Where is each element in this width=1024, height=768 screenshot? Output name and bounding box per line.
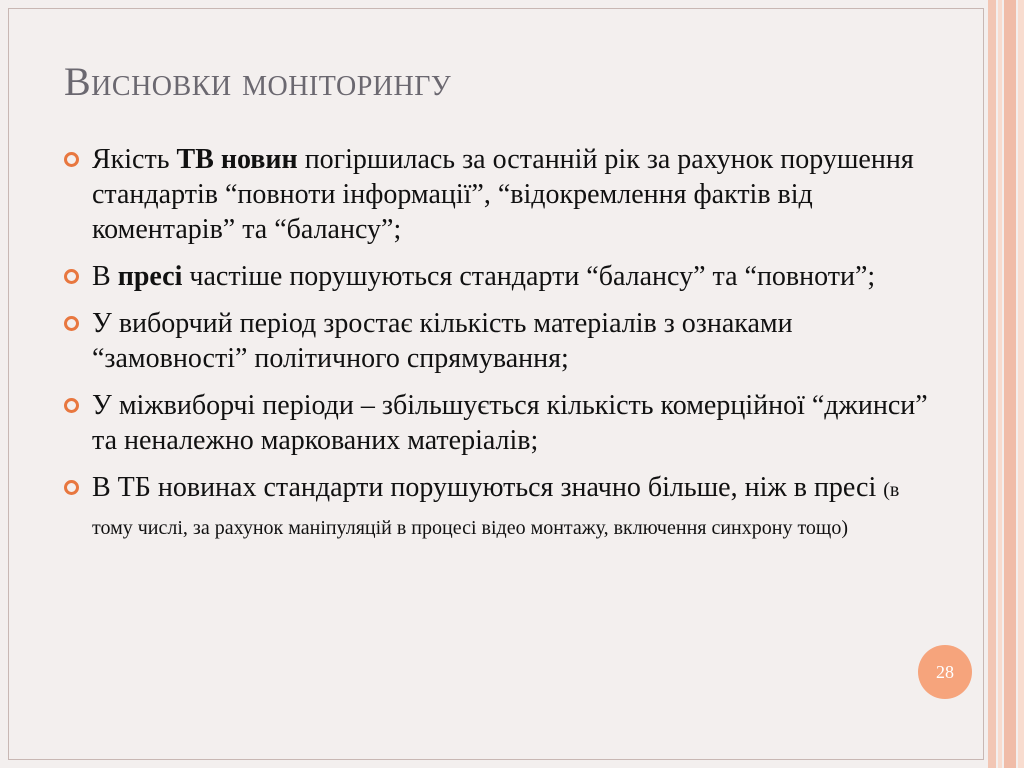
bullet-circle-icon xyxy=(64,152,79,167)
page-number: 28 xyxy=(936,661,954,682)
bullet-list xyxy=(64,142,944,558)
bullet-bold-text: пресі xyxy=(117,261,183,292)
decorative-stripe xyxy=(998,0,1002,768)
page-number-badge xyxy=(918,645,972,699)
bullet-text: У міжвиборчі періоди – збільшується кількість комерційної “джинси” та неналежно маркованих матеріалів; xyxy=(92,390,928,456)
bullet-text: погіршилась за останній рік за рахунок порушення стандартів “повноти інформації”, “відокремлення фактів від коментарів” та “балансу”; xyxy=(92,144,914,245)
bullet-text: У виборчий період зростає кількість матеріалів з ознаками “замовності” політичного спрямування; xyxy=(92,308,793,374)
bullet-text: Якість xyxy=(92,144,177,175)
bullet-item xyxy=(64,470,944,546)
decorative-stripe xyxy=(1004,0,1016,768)
bullet-item xyxy=(64,259,944,294)
bullet-note-text: (в тому числі, за рахунок маніпуляцій в процесі відео монтажу, включення синхрону тощо) xyxy=(92,479,900,539)
bullet-bold-text: ТВ новин xyxy=(176,144,298,175)
bullet-circle-icon xyxy=(64,398,79,413)
bullet-text: частіше порушуються стандарти “балансу” та “повноти”; xyxy=(182,261,876,292)
bullet-text: В xyxy=(92,261,118,292)
decorative-stripe xyxy=(1018,0,1024,768)
slide-title: Висновки моніторингу xyxy=(64,59,452,104)
bullet-item xyxy=(64,142,944,247)
bullet-item xyxy=(64,388,944,458)
bullet-circle-icon xyxy=(64,269,79,284)
bullet-circle-icon xyxy=(64,480,79,495)
bullet-circle-icon xyxy=(64,316,79,331)
bullet-text: В ТБ новинах стандарти порушуються значно більше, ніж в пресі xyxy=(92,472,884,503)
decorative-stripe xyxy=(988,0,996,768)
bullet-item xyxy=(64,306,944,376)
